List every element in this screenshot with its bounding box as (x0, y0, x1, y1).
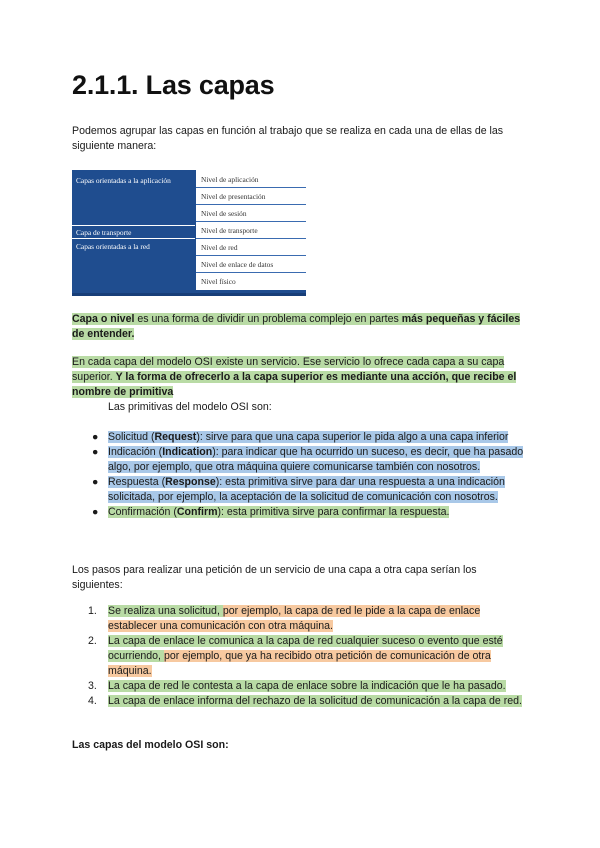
list-item: ● Confirmación (Confirm): esta primitiva sirve para confirmar la respuesta. (92, 506, 450, 518)
bullet-icon: ● (92, 446, 99, 458)
service-bold: Y la forma de ofrecerlo a la capa superior es mediante una acción, que recibe el nombre de primitiva (72, 371, 517, 398)
service-paragraph (72, 355, 530, 400)
list-item: 1. Se realiza una solicitud, por ejemplo, la capa de red le pide a la capa de enlace establecer una comunicación con otra máquina. (88, 605, 481, 632)
bullet-icon: ● (92, 476, 99, 488)
steps-intro: Los pasos para realizar una petición de un servicio de una capa a otra capa serían los siguientes: (72, 564, 477, 591)
primitives-list (92, 430, 532, 520)
list-item: ● Respuesta (Response): esta primitiva sirve para dar una respuesta a una indicación solicitada, por ejemplo, la aceptación de la solicitud de comunicación con nosotros. (92, 476, 505, 503)
group-network: Capas orientadas a la red (76, 242, 150, 251)
steps-list (88, 604, 532, 709)
level-presentation: Nivel de presentación (196, 189, 306, 205)
definition-term: Capa o nivel (72, 313, 135, 325)
levels-column (196, 170, 306, 290)
primitives-intro: Las primitivas del modelo OSI son: (108, 401, 272, 413)
list-item: 2. La capa de enlace le comunica a la capa de red cualquier suceso o evento que esté ocurriendo, por ejemplo, que ya ha recibido otra petición de comunicación de otra máquina. (88, 635, 503, 677)
level-session: Nivel de sesión (196, 206, 306, 222)
list-item: 4. La capa de enlace informa del rechazo de la solicitud de comunicación a la capa de red. (88, 695, 523, 707)
list-item: 3. La capa de red le contesta a la capa de enlace sobre la indicación que le ha pasado. (88, 680, 506, 692)
group-divider (72, 238, 195, 239)
group-application: Capas orientadas a la aplicación (76, 176, 171, 185)
definition-text: es una forma de dividir un problema complejo en partes (134, 313, 402, 325)
closing-heading: Las capas del modelo OSI son: (72, 739, 229, 751)
bullet-icon: ● (92, 506, 99, 518)
list-item: ● Indicación (Indication): para indicar que ha ocurrido un suceso, es decir, que ha pasado algo, por ejemplo, que otra máquina quiere comunicarse también con nosotros. (92, 446, 524, 473)
group-divider (72, 225, 195, 226)
osi-layers-table (72, 170, 306, 296)
service-text: En cada capa del modelo OSI existe un servicio. Ese servicio lo ofrece cada capa a su capa superior. (72, 356, 505, 383)
level-application: Nivel de aplicación (196, 172, 306, 188)
list-item: ● Solicitud (Request): sirve para que una capa superior le pida algo a una capa inferior (92, 431, 509, 443)
section-heading: 2.1.1. Las capas (72, 70, 275, 100)
level-data-link: Nivel de enlace de datos (196, 257, 306, 273)
definition-bold: más pequeñas y fáciles de entender. (72, 313, 521, 340)
level-network: Nivel de red (196, 240, 306, 256)
definition-paragraph (72, 312, 530, 342)
group-transport: Capa de transporte (76, 228, 132, 237)
bullet-icon: ● (92, 431, 99, 443)
intro-paragraph: Podemos agrupar las capas en función al trabajo que se realiza en cada una de ellas de las siguiente manera: (72, 125, 504, 152)
level-physical: Nivel físico (201, 277, 236, 286)
level-transport: Nivel de transporte (196, 223, 306, 239)
